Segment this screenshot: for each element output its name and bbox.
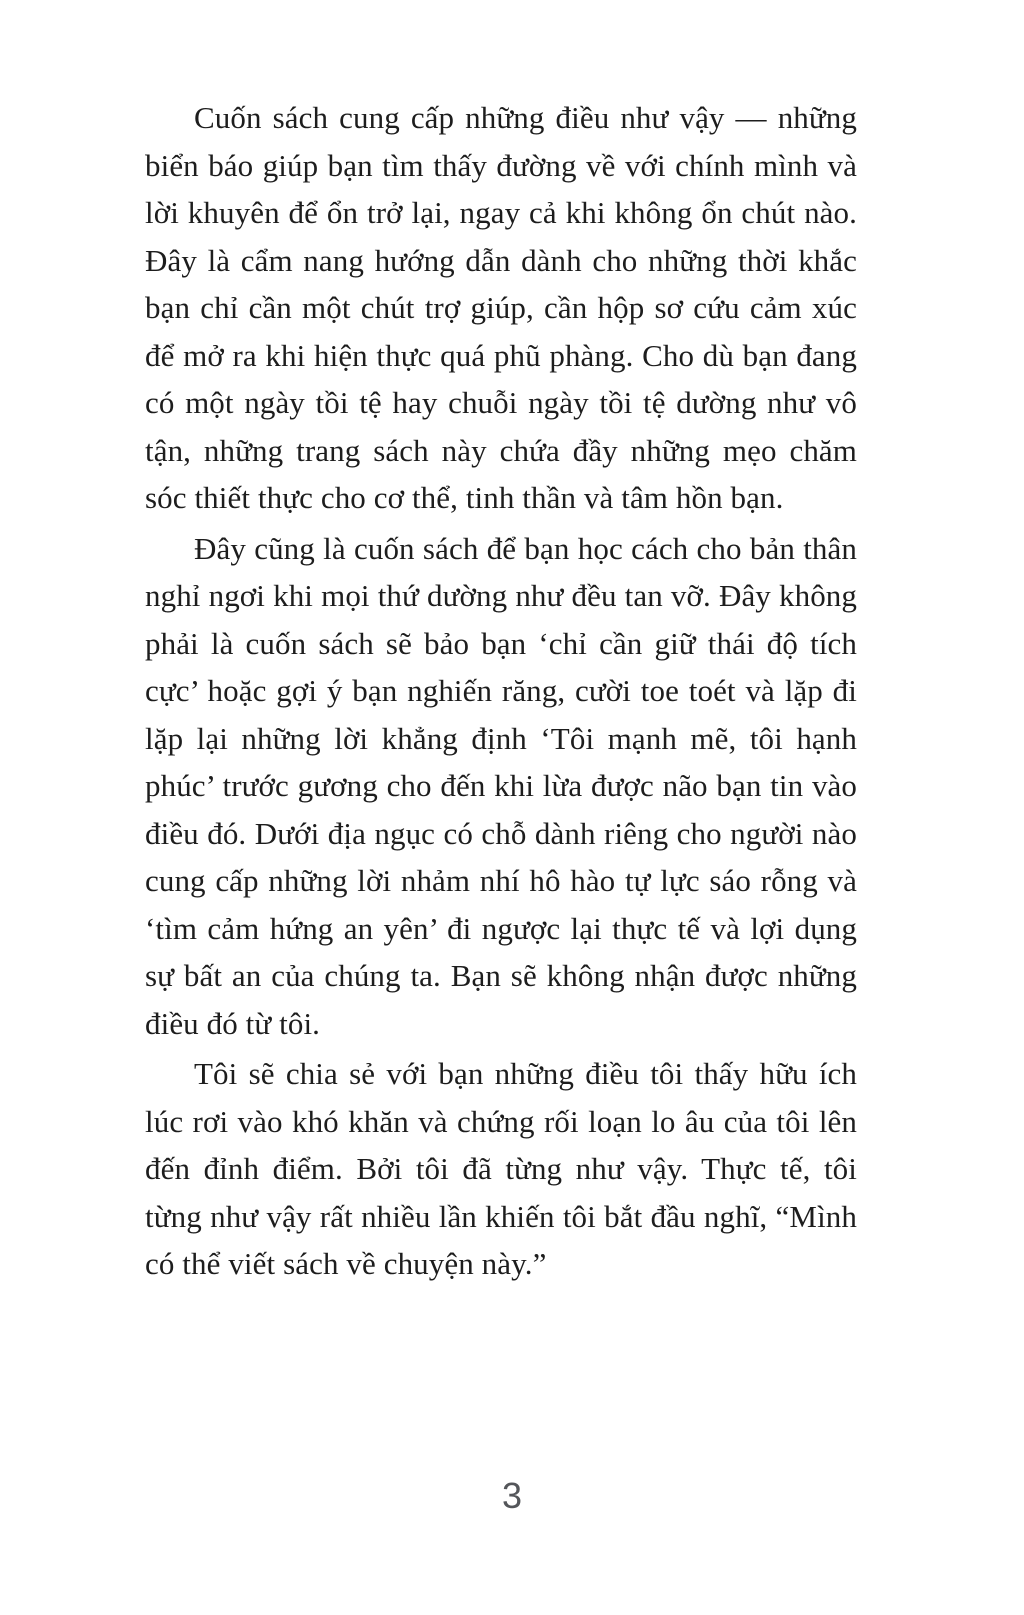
paragraph-3: Tôi sẽ chia sẻ với bạn những điều tôi thấy hữu ích lúc rơi vào khó khăn và chứng rối loạn lo âu của tôi lên đến đỉnh điểm. Bởi tôi đã từng như vậy. Thực tế, tôi từng như vậy rất nhiều lần khiến tôi bắt đầu nghĩ, “Mình có thể viết sách về chuyện này.” [145,1056,857,1281]
page-number: 3 [501,1475,523,1516]
paragraph-1: Cuốn sách cung cấp những điều như vậy — những biển báo giúp bạn tìm thấy đường về với chính mình và lời khuyên để ổn trở lại, ngay cả khi không ổn chút nào. Đây là cẩm nang hướng dẫn dành cho những thời khắc bạn chỉ cần một chút trợ giúp, cần hộp sơ cứu cảm xúc để mở ra khi hiện thực quá phũ phàng. Cho dù bạn đang có một ngày tồi tệ hay chuỗi ngày tồi tệ dường như vô tận, những trang sách này chứa đầy những mẹo chăm sóc thiết thực cho cơ thể, tinh thần và tâm hồn bạn. [145,100,857,515]
paragraph-2: Đây cũng là cuốn sách để bạn học cách cho bản thân nghỉ ngơi khi mọi thứ dường như đều tan vỡ. Đây không phải là cuốn sách sẽ bảo bạn ‘chỉ cần giữ thái độ tích cực’ hoặc gợi ý bạn nghiến răng, cười toe toét và lặp đi lặp lại những lời khẳng định ‘Tôi mạnh mẽ, tôi hạnh phúc’ trước gương cho đến khi lừa được não bạn tin vào điều đó. Dưới địa ngục có chỗ dành riêng cho người nào cung cấp những lời nhảm nhí hô hào tự lực sáo rỗng và ‘tìm cảm hứng an yên’ đi ngược lại thực tế và lợi dụng sự bất an của chúng ta. Bạn sẽ không nhận được những điều đó từ tôi. [145,530,857,1041]
body-text [145,94,857,1291]
